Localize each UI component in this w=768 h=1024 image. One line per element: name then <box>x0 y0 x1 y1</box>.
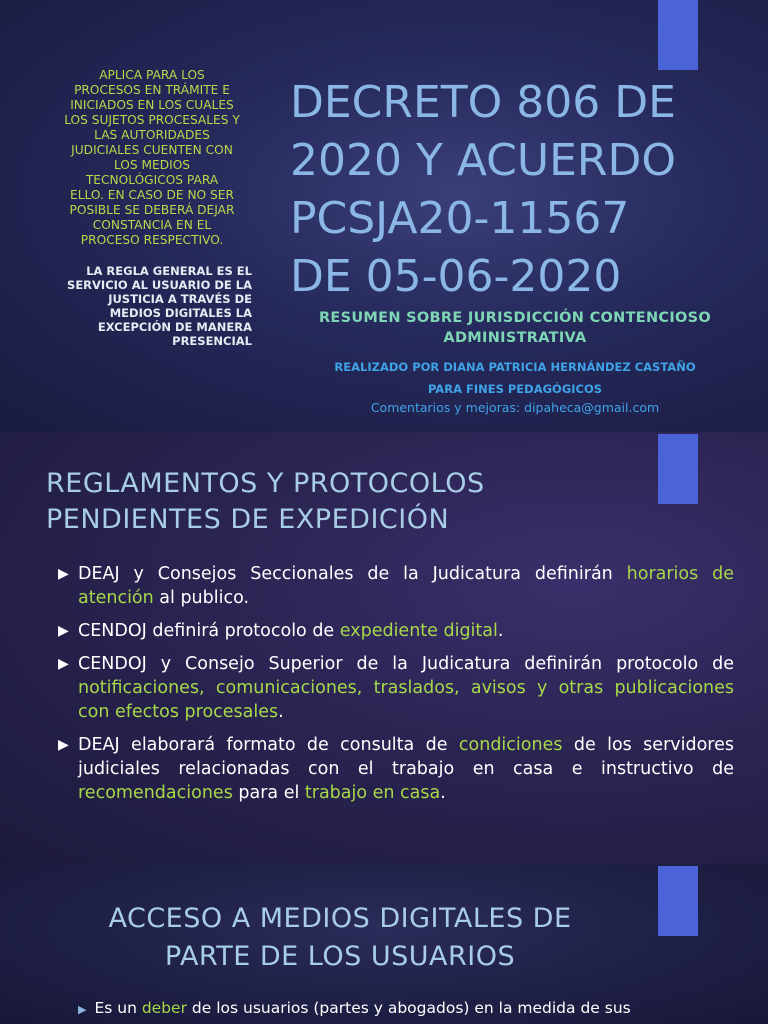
list-item: ▶ Es un deber de los usuarios (partes y abogados) en la medida de sus <box>78 999 631 1017</box>
rule-note-line: PRESENCIAL <box>172 334 252 348</box>
title-slide <box>0 0 768 432</box>
list-item: ▶ CENDOJ y Consejo Superior de la Judicatura definirán protocolo de notificaciones, comunicaciones, traslados, avisos y otras publicaciones con efectos procesales. <box>58 654 734 722</box>
scope-note-line: PROCESO RESPECTIVO. <box>80 233 224 247</box>
rule-note-line: LA REGLA GENERAL ES EL <box>86 264 252 278</box>
author-line: PARA FINES PEDAGÓGICOS <box>427 382 603 396</box>
contact-line: Comentarios y mejoras: dipaheca@gmail.com <box>370 400 660 415</box>
list-item: ▶ DEAJ y Consejos Seccionales de la Judicatura definirán horarios de atención al publico. <box>58 564 734 608</box>
scope-note-line: INICIADOS EN LOS CUALES <box>70 98 234 112</box>
heading-line: PENDIENTES DE EXPEDICIÓN <box>46 504 450 535</box>
title-line: DE 05-06-2020 <box>290 251 622 302</box>
scope-note-line: APLICA PARA LOS <box>99 68 205 82</box>
title-line: DECRETO 806 DE <box>290 77 676 128</box>
title-line: 2020 Y ACUERDO <box>290 135 676 186</box>
slide-title <box>290 74 750 306</box>
scope-note-line: LAS AUTORIDADES <box>94 128 210 142</box>
heading-line: PARTE DE LOS USUARIOS <box>164 941 516 972</box>
list-item: ▶ DEAJ elaborará formato de consulta de condiciones de los servidores judiciales relacionadas con el trabajo en casa e instructivo de recomendaciones para el trabajo en casa. <box>58 735 734 803</box>
scope-note-line: LOS MEDIOS <box>113 158 191 172</box>
author-credit <box>270 356 760 400</box>
rule-note-line: SERVICIO AL USUARIO DE LA <box>67 278 252 292</box>
scope-note-line: PROCESOS EN TRÁMITE E <box>74 83 230 97</box>
triangle-bullet-icon: ▶ <box>78 1003 87 1016</box>
scope-note-line: LOS SUJETOS PROCESALES Y <box>64 113 240 127</box>
list-item: ▶ CENDOJ definirá protocolo de expediente digital. <box>58 621 504 641</box>
rule-note-line: MEDIOS DIGITALES LA <box>109 306 252 320</box>
regulations-slide <box>0 432 768 864</box>
triangle-bullet-icon: ▶ <box>58 566 69 582</box>
scope-note-line: JUDICIALES CUENTEN CON <box>71 143 233 157</box>
subtitle-line: ADMINISTRATIVA <box>443 330 587 346</box>
bullet-list <box>58 562 734 814</box>
scope-note-line: TECNOLÓGICOS PARA <box>85 173 219 187</box>
heading-line: REGLAMENTOS Y PROTOCOLOS <box>46 468 485 499</box>
author-line: REALIZADO POR DIANA PATRICIA HERNÁNDEZ CASTAÑO <box>334 360 696 374</box>
slide-subtitle <box>270 308 760 348</box>
accent-bar <box>658 866 698 936</box>
triangle-bullet-icon: ▶ <box>58 656 69 672</box>
subtitle-line: RESUMEN SOBRE JURISDICCIÓN CONTENCIOSO <box>318 310 712 326</box>
rule-note-line: JUSTICIA A TRAVÉS DE <box>108 292 252 306</box>
scope-note-line: ELLO. EN CASO DE NO SER <box>70 188 234 202</box>
scope-note-line: POSIBLE SE DEBERÁ DEJAR <box>69 203 235 217</box>
accent-bar <box>658 434 698 504</box>
scope-note <box>52 68 252 248</box>
triangle-bullet-icon: ▶ <box>58 737 69 753</box>
digital-access-slide <box>0 864 768 1024</box>
title-line: PCSJA20-11567 <box>290 193 630 244</box>
accent-bar <box>658 0 698 70</box>
slide-heading <box>40 900 640 976</box>
triangle-bullet-icon: ▶ <box>58 623 69 639</box>
rule-note <box>52 264 252 348</box>
rule-note-line: EXCEPCIÓN DE MANERA <box>97 320 252 334</box>
slide-heading <box>46 466 606 538</box>
scope-note-line: CONSTANCIA EN EL <box>92 218 212 232</box>
heading-line: ACCESO A MEDIOS DIGITALES DE <box>108 903 572 934</box>
